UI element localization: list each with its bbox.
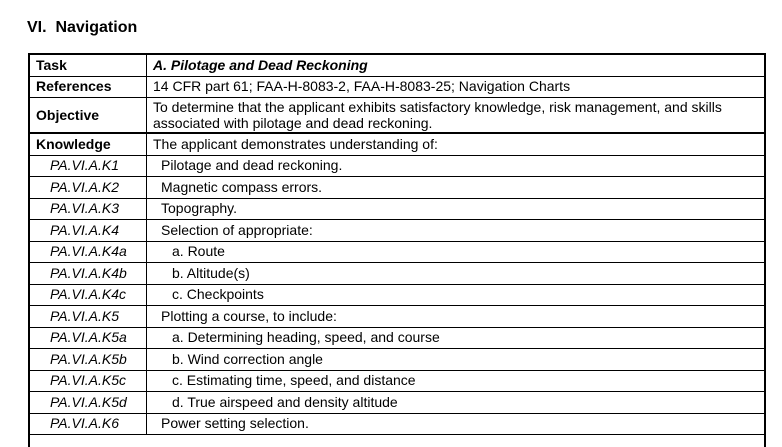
element-code: PA.VI.A.K5c: [30, 370, 147, 392]
task-row: [30, 55, 765, 77]
element-text: b. Wind correction angle: [147, 349, 765, 371]
element-code: PA.VI.A.K6: [30, 413, 147, 435]
knowledge-intro: The applicant demonstrates understanding of:: [147, 133, 765, 155]
element-text: a. Route: [147, 241, 765, 263]
knowledge-element-row: [30, 413, 765, 435]
element-text: c. Checkpoints: [147, 284, 765, 306]
knowledge-element-row: [30, 220, 765, 242]
knowledge-element-row: [30, 263, 765, 285]
element-text: Pilotage and dead reckoning.: [147, 155, 765, 177]
element-code: PA.VI.A.K2: [30, 177, 147, 199]
element-text: d. True airspeed and density altitude: [147, 392, 765, 414]
element-code: PA.VI.A.K5a: [30, 327, 147, 349]
element-text: Power setting selection.: [147, 413, 765, 435]
element-code: PA.VI.A.K5: [30, 306, 147, 328]
section-heading: VI. Navigation: [27, 19, 138, 36]
element-text: Magnetic compass errors.: [147, 177, 765, 199]
knowledge-element-row: [30, 177, 765, 199]
knowledge-element-row: [30, 370, 765, 392]
knowledge-element-row: [30, 306, 765, 328]
task-title: A. Pilotage and Dead Reckoning: [147, 55, 765, 77]
element-text: a. Determining heading, speed, and course: [147, 327, 765, 349]
knowledge-element-row: [30, 284, 765, 306]
element-code: PA.VI.A.K3: [30, 198, 147, 220]
element-code: PA.VI.A.K4b: [30, 263, 147, 285]
element-code: PA.VI.A.K4c: [30, 284, 147, 306]
knowledge-header-row: [30, 133, 765, 155]
knowledge-element-row: [30, 198, 765, 220]
knowledge-element-row: [30, 155, 765, 177]
objective-value: To determine that the applicant exhibits satisfactory knowledge, risk management, and skills associated with pilotage and dead reckoning.: [147, 98, 765, 134]
element-code: PA.VI.A.K4: [30, 220, 147, 242]
element-text: c. Estimating time, speed, and distance: [147, 370, 765, 392]
task-table: [29, 54, 765, 435]
element-text: Topography.: [147, 198, 765, 220]
element-code: PA.VI.A.K4a: [30, 241, 147, 263]
knowledge-element-row: [30, 392, 765, 414]
objective-label: Objective: [30, 98, 147, 134]
element-text: Selection of appropriate:: [147, 220, 765, 242]
objective-row: [30, 98, 765, 134]
knowledge-label: Knowledge: [30, 133, 147, 155]
knowledge-element-row: [30, 241, 765, 263]
references-row: [30, 76, 765, 98]
task-label: Task: [30, 55, 147, 77]
references-label: References: [30, 76, 147, 98]
references-value: 14 CFR part 61; FAA-H-8083-2, FAA-H-8083-25; Navigation Charts: [147, 76, 765, 98]
element-code: PA.VI.A.K1: [30, 155, 147, 177]
element-text: Plotting a course, to include:: [147, 306, 765, 328]
element-code: PA.VI.A.K5d: [30, 392, 147, 414]
element-code: PA.VI.A.K5b: [30, 349, 147, 371]
knowledge-element-row: [30, 327, 765, 349]
element-text: b. Altitude(s): [147, 263, 765, 285]
knowledge-element-row: [30, 349, 765, 371]
